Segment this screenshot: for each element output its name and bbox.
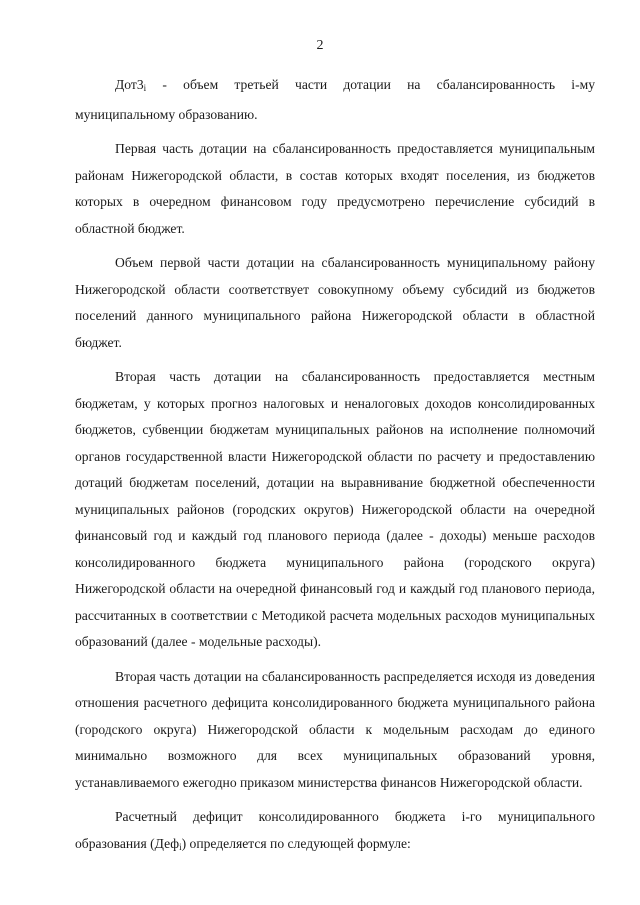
paragraph-text: Расчетный дефицит консолидированного бюджета i-го муниципального образования (Деф (75, 809, 595, 851)
paragraph-dot3-definition (75, 72, 595, 128)
paragraph-text: Вторая часть дотации на сбалансированность предоставляется местным бюджетам, у которых прогноз налоговых и неналоговых доходов консолидированных бюджетов, субвенции бюджетам муниципальных районов на исполнение полномочий органов государственной власти Нижегородской области по расчету и предоставлению дотаций бюджетам поселений, дотации на выравнивание бюджетной обеспеченности муниципальных районов (городских округов) Нижегородской области на очередной финансовый год и каждый год планового периода (далее - доходы) меньше расходов консолидированного бюджета муниципального района (городского округа) Нижегородской области на очередной финансовый год и каждый год планового периода, рассчитанных в соответствии с Методикой расчета модельных расходов муниципальных образований (далее - модельные расходы). (75, 369, 595, 649)
paragraph-second-part-conditions (75, 364, 595, 656)
paragraph-first-part-recipients (75, 136, 595, 242)
paragraph-text: - объем третьей части дотации на сбалансированность i-му муниципальному образованию. (75, 77, 595, 122)
body-text (75, 72, 595, 860)
paragraph-text: Первая часть дотации на сбалансированность предоставляется муниципальным районам Нижегородской области, в состав которых входят поселения, из бюджетов которых в очередном финансовом году предусмотрено перечисление субсидий в областной бюджет. (75, 141, 595, 236)
paragraph-text: Дот3 (115, 77, 144, 92)
page-number: 2 (316, 38, 324, 53)
paragraph-first-part-volume (75, 250, 595, 356)
paragraph-text: Объем первой части дотации на сбалансированность муниципальному району Нижегородской области соответствует совокупному объему субсидий из бюджетов поселений данного муниципального района Нижегородской области в областной бюджет. (75, 255, 595, 350)
paragraph-text: ) определяется по следующей формуле: (181, 835, 411, 851)
subscript-index: i (179, 841, 182, 852)
paragraph-deficit-formula-intro (75, 804, 595, 860)
paragraph-text: Вторая часть дотации на сбалансированность распределяется исходя из доведения отношения расчетного дефицита консолидированного бюджета муниципального района (городского округа) Нижегородской области к модельным расходам до единого минимально возможного для всех муниципальных образований уровня, устанавливаемого ежегодно приказом министерства финансов Нижегородской области. (75, 668, 595, 790)
paragraph-second-part-distribution (75, 664, 595, 797)
subscript-index: i (143, 83, 147, 93)
